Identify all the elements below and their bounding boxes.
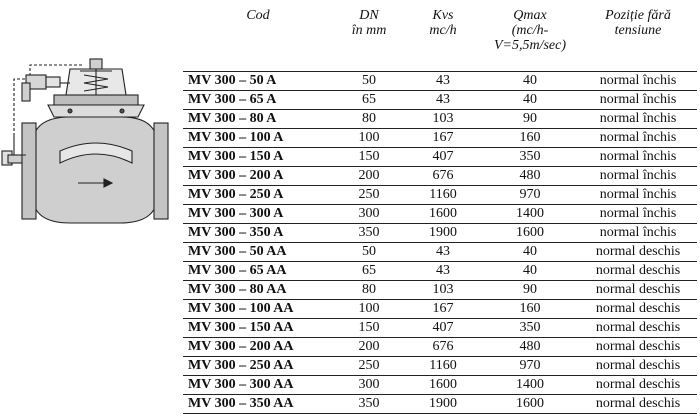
cell-dn: 150 [333,148,405,167]
cell-qmax: 1400 [481,205,579,224]
table-row [183,300,697,319]
cell-qmax: 40 [481,243,579,262]
cell-code: MV 300 – 350 A [183,224,333,243]
cell-kvs: 167 [405,300,481,319]
cell-code: MV 300 – 300 AA [183,376,333,395]
cell-kvs: 1600 [405,376,481,395]
cell-position: normal deschis [579,357,697,376]
cell-dn: 250 [333,357,405,376]
cell-kvs: 1900 [405,224,481,243]
table-row [183,129,697,148]
cell-position: normal închis [579,167,697,186]
cell-qmax: 480 [481,167,579,186]
cell-position: normal deschis [579,376,697,395]
cell-code: MV 300 – 300 A [183,205,333,224]
cell-position: normal închis [579,129,697,148]
cell-qmax: 1600 [481,224,579,243]
cell-code: MV 300 – 150 AA [183,319,333,338]
table-row [183,357,697,376]
valve-spec-table [183,5,697,414]
valve-illustration [0,55,180,235]
cell-position: normal închis [579,148,697,167]
cell-position: normal închis [579,186,697,205]
cell-position: normal deschis [579,262,697,281]
cell-qmax: 350 [481,148,579,167]
table-row [183,186,697,205]
cell-kvs: 103 [405,110,481,129]
cell-kvs: 103 [405,281,481,300]
cell-code: MV 300 – 100 AA [183,300,333,319]
cell-dn: 150 [333,319,405,338]
cell-qmax: 970 [481,186,579,205]
cell-position: normal deschis [579,395,697,414]
cell-qmax: 40 [481,72,579,91]
cell-code: MV 300 – 65 A [183,91,333,110]
cell-kvs: 407 [405,319,481,338]
cell-dn: 350 [333,395,405,414]
cell-dn: 100 [333,300,405,319]
cell-kvs: 1160 [405,357,481,376]
cell-position: normal deschis [579,281,697,300]
cell-qmax: 480 [481,338,579,357]
cell-position: normal deschis [579,243,697,262]
cell-code: MV 300 – 200 A [183,167,333,186]
header-dn: DN în mm [351,8,387,38]
cell-code: MV 300 – 80 A [183,110,333,129]
table-row [183,243,697,262]
table-row [183,72,697,91]
cell-code: MV 300 – 200 AA [183,338,333,357]
cell-dn: 300 [333,205,405,224]
cell-position: normal închis [579,110,697,129]
cell-qmax: 1400 [481,376,579,395]
cell-dn: 250 [333,186,405,205]
table-row [183,148,697,167]
cell-position: normal închis [579,224,697,243]
cell-code: MV 300 – 250 A [183,186,333,205]
cell-dn: 200 [333,167,405,186]
header-cod: Cod [246,8,270,23]
cell-kvs: 676 [405,167,481,186]
cell-kvs: 1600 [405,205,481,224]
cell-qmax: 350 [481,319,579,338]
cell-dn: 100 [333,129,405,148]
table-row [183,338,697,357]
cell-dn: 350 [333,224,405,243]
cell-position: normal deschis [579,319,697,338]
cell-kvs: 43 [405,91,481,110]
cell-dn: 65 [333,262,405,281]
cell-code: MV 300 – 100 A [183,129,333,148]
table-row [183,376,697,395]
cell-code: MV 300 – 50 AA [183,243,333,262]
cell-qmax: 1600 [481,395,579,414]
cell-code: MV 300 – 250 AA [183,357,333,376]
cell-kvs: 676 [405,338,481,357]
table-row [183,91,697,110]
cell-kvs: 167 [405,129,481,148]
table-row [183,205,697,224]
cell-qmax: 40 [481,262,579,281]
cell-kvs: 1160 [405,186,481,205]
cell-code: MV 300 – 150 A [183,148,333,167]
header-pozitie: Poziție fără tensiune [605,8,671,38]
header-kvs: Kvs mc/h [429,8,457,38]
table-header-row [183,5,697,72]
cell-position: normal închis [579,72,697,91]
cell-code: MV 300 – 350 AA [183,395,333,414]
cell-qmax: 40 [481,91,579,110]
cell-code: MV 300 – 65 AA [183,262,333,281]
cell-dn: 200 [333,338,405,357]
cell-dn: 50 [333,72,405,91]
cell-kvs: 43 [405,72,481,91]
cell-qmax: 160 [481,129,579,148]
header-qmax: Qmax (mc/h- V=5,5m/sec) [493,8,567,53]
cell-dn: 50 [333,243,405,262]
table-row [183,110,697,129]
table-row [183,167,697,186]
cell-qmax: 970 [481,357,579,376]
cell-kvs: 407 [405,148,481,167]
cell-dn: 80 [333,110,405,129]
table-row [183,224,697,243]
cell-position: normal deschis [579,300,697,319]
table-row [183,319,697,338]
cell-code: MV 300 – 50 A [183,72,333,91]
cell-kvs: 43 [405,243,481,262]
cell-dn: 300 [333,376,405,395]
table-row [183,262,697,281]
table-row [183,281,697,300]
cell-qmax: 90 [481,110,579,129]
cell-qmax: 160 [481,300,579,319]
cell-code: MV 300 – 80 AA [183,281,333,300]
cell-position: normal închis [579,91,697,110]
cell-kvs: 1900 [405,395,481,414]
table-row [183,395,697,414]
cell-qmax: 90 [481,281,579,300]
cell-dn: 65 [333,91,405,110]
cell-kvs: 43 [405,262,481,281]
cell-position: normal deschis [579,338,697,357]
cell-dn: 80 [333,281,405,300]
cell-position: normal închis [579,205,697,224]
